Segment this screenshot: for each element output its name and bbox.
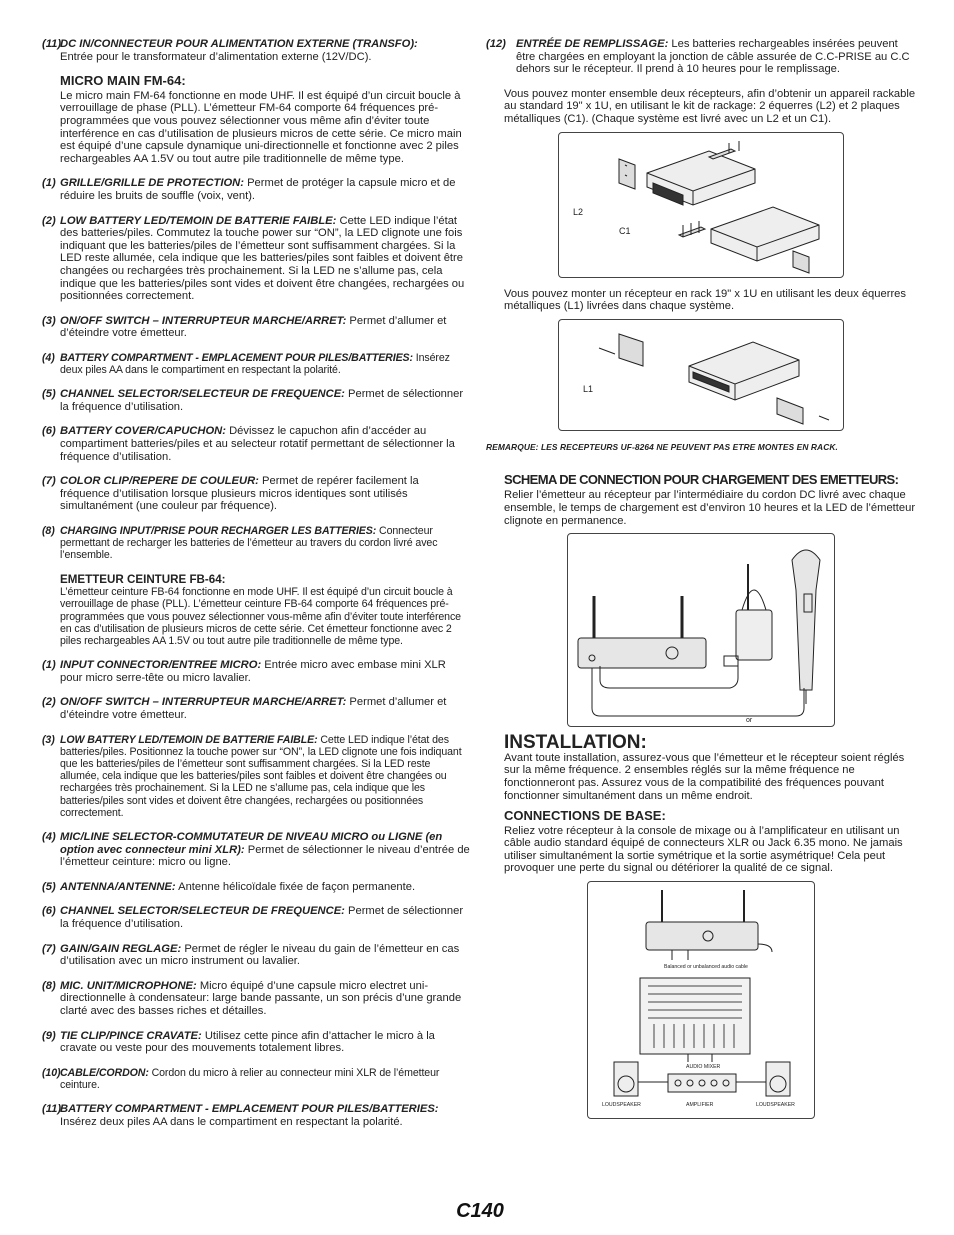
item-text: Permet d’allumer et d’éteindre votre émetteur.	[60, 314, 447, 340]
item-title: CABLE/CORDON:	[60, 1066, 149, 1079]
page-number	[450, 1197, 510, 1223]
item-text: Entrée micro avec embase mini XLR pour micro serre-tête ou micro lavalier.	[60, 659, 446, 684]
item-title: BATTERY COMPARTMENT - EMPLACEMENT POUR PILES/BATTERIES:	[60, 351, 413, 364]
item-title: COLOR CLIP/REPERE DE COULEUR:	[60, 475, 259, 488]
item-title: CHANNEL SELECTOR/SELECTEUR DE FREQUENCE:	[60, 905, 345, 918]
label-loudspeaker-right: LOUDSPEAKER	[756, 1102, 795, 1109]
fm64-heading: MICRO MAIN FM-64:	[60, 73, 186, 89]
item-number: (7)	[42, 942, 56, 955]
list-item	[42, 425, 470, 463]
item-dc-in	[42, 38, 470, 63]
item-title: ON/OFF SWITCH – INTERRUPTEUR MARCHE/ARRET:	[60, 314, 347, 327]
list-item	[42, 734, 470, 819]
item-number: (10)	[42, 1066, 61, 1079]
item-number: (5)	[42, 388, 56, 401]
connections-heading: CONNECTIONS DE BASE:	[504, 808, 666, 824]
item-text: Permet de sélectionner la fréquence d’utilisation.	[60, 905, 464, 931]
item-text: Cette LED indique l’état des batteries/piles. Commutez la touche power sur “ON”, la LED clignote une fois indiquant que les batteries/piles de l’émetteur sont suffisamment chargées. Si la LED reste allumée, cela indique que les batteries/piles sont faibles et doivent être changées ou rechargées très prochainement. Si la LED ne s’allume pas, cela indique que les batteries/piles sont vides et doivent être changées, rechargées ou positionnées correctement.	[60, 214, 465, 303]
item-number: (6)	[42, 905, 56, 918]
item-number: (2)	[42, 696, 56, 709]
right-column	[486, 38, 916, 1129]
list-item	[42, 980, 470, 1018]
item-text: Les batteries rechargeables insérées peuvent être chargées en employant la jonction de câble assurée de C.C-PRISE au C.C dehors sur le récepteur. Il prend à 10 heures pour le remplissage.	[516, 38, 910, 76]
label-audio-mixer: AUDIO MIXER	[686, 1064, 721, 1071]
item-number: (5)	[42, 880, 56, 893]
item-text: Insérez deux piles AA dans le compartiment en respectant la polarité.	[60, 1115, 403, 1128]
item-text: Utilisez cette pince afin d’attacher le micro à la cravate ou veste pour des mouvements totalement libres.	[60, 1029, 435, 1055]
left-column	[42, 38, 470, 1140]
fm64-item-list	[42, 177, 470, 561]
label-or: or	[746, 717, 753, 725]
item-refill-input	[486, 38, 916, 76]
item-text: Entrée pour le transformateur d’alimentation externe (12V/DC).	[60, 50, 372, 63]
fb64-heading: EMETTEUR CEINTURE FB-64:	[60, 572, 226, 586]
installation-text: Avant toute installation, assurez-vous que l’émetteur et le récepteur soient réglés sur la même fréquence. 2 ensembles réglés sur la même fréquence ne fonctionneront pas. Assurez vous de la compatibilité des fréquences pouvant fonctionner simultanément dans un même endroit.	[504, 751, 905, 802]
item-text: Permet de repérer facilement la fréquence d’utilisation lorsque plusieurs micros identiques sont utilisés simultanément (une couleur par fréquence).	[60, 475, 419, 513]
list-item	[42, 215, 470, 303]
basic-connections-figure	[587, 881, 815, 1119]
rack-remark: REMARQUE: LES RECEPTEURS UF-8264 NE PEUVENT PAS ETRE MONTES EN RACK.	[486, 441, 838, 452]
list-item	[42, 352, 470, 376]
item-text: Dévissez le capuchon afin d’accéder au compartiment batteries/piles et au selecteur rotatif permettant de sélectionner la fréquence d’utilisation.	[60, 425, 455, 463]
item-text: Permet de sélectionner la fréquence d’utilisation.	[60, 388, 464, 413]
item-title: ENTRÉE DE REMPLISSAGE:	[516, 38, 669, 50]
item-number: (7)	[42, 475, 56, 488]
item-number: (8)	[42, 525, 55, 538]
item-number: (3)	[42, 314, 56, 327]
list-item	[42, 1067, 470, 1091]
fb64-description: L’émetteur ceinture FB-64 fonctionne en mode UHF. Il est équipé d’un circuit boucle à verrouillage de phase (PLL). L’émetteur ceinture FB-64 comporte 64 fréquences pré-programmées que vous pouvez sélectionner vous-même afin d’éviter toute interférence en cas d’utilisation de plusieurs micros de cette série. Cet émetteur fonctionne avec 2 piles rechargeables AA 1.5V ou tout autre pile traditionnelle de même type.	[60, 586, 461, 648]
label-l2: L2	[573, 206, 584, 217]
label-l1: L1	[583, 383, 594, 394]
item-title: GAIN/GAIN REGLAGE:	[60, 942, 182, 955]
item-text: Connecteur permettant de recharger les batteries de l’émetteur au travers du cordon livré avec l’ensemble.	[60, 525, 438, 562]
item-title: DC IN/CONNECTEUR POUR ALIMENTATION EXTERNE (TRANSFO):	[60, 38, 418, 50]
item-text: Antenne hélicoïdale fixée de façon permanente.	[178, 880, 416, 893]
label-c1: C1	[619, 225, 631, 236]
item-title: LOW BATTERY LED/TEMOIN DE BATTERIE FAIBLE:	[60, 214, 337, 227]
rack-two-text: Vous pouvez monter ensemble deux récepteurs, afin d’obtenir un appareil rackable au standard 19" x 1U, en utilisant le kit de rackage: 2 équerres (L2) et 2 plaques métalliques (C1). (Chaque système est livré avec un L2 et un C1).	[504, 87, 916, 125]
item-title: ON/OFF SWITCH – INTERRUPTEUR MARCHE/ARRET:	[60, 696, 347, 709]
item-text: Permet d’allumer et d’éteindre votre émetteur.	[60, 696, 447, 722]
label-amplifier: AMPLIFIER	[686, 1102, 714, 1109]
rack-one-receiver-figure	[558, 319, 844, 431]
item-text: Cordon du micro à relier au connecteur mini XLR de l’émetteur ceinture.	[60, 1066, 440, 1091]
item-title: TIE CLIP/PINCE CRAVATE:	[60, 1029, 202, 1042]
charging-connection-figure	[567, 533, 835, 727]
item-title: BATTERY COVER/CAPUCHON:	[60, 425, 226, 438]
list-item	[42, 881, 470, 894]
item-title: LOW BATTERY LED/TEMOIN DE BATTERIE FAIBLE:	[60, 733, 318, 746]
fm64-description: Le micro main FM-64 fonctionne en mode UHF. Il est équipé d’un circuit boucle à verrouillage de phase (PLL). L’émetteur FM-64 comporte 64 fréquences pré-programmées que vous pouvez sélectionner vous même afin d’éviter toute interférence en cas d’utilisation de plusieurs micros de cette série. Ce micro main est équipé d’une capsule dynamique uni-directionnelle et fonctionne avec 2 piles rechargeables AA 1.5V ou tout autre pile traditionnelle de même type.	[60, 89, 462, 165]
list-item	[42, 1030, 470, 1055]
connections-text: Reliez votre récepteur à la console de mixage ou à l’amplificateur en utilisant un câble audio standard équipé de connecteurs XLR ou Jack 6.35 mono. Ne jamais utiliser simultanément la sortie symétrique et la sortie asymétrique! Cela peut provoquer une perte du signal ou détériorer la qualité de ce signal.	[504, 824, 903, 875]
list-item	[42, 177, 470, 202]
item-title: BATTERY COMPARTMENT - EMPLACEMENT POUR PILES/BATTERIES:	[60, 1103, 439, 1116]
item-text: Permet de sélectionner le niveau d’entrée de l’émetteur ceinture: micro ou ligne.	[60, 843, 470, 869]
item-title: CHANNEL SELECTOR/SELECTEUR DE FREQUENCE:	[60, 388, 345, 401]
item-text: Cette LED indique l’état des batteries/piles. Positionnez la touche power sur “ON”, la LED clignote une fois indiquant que les batteries/piles de l’émetteur sont suffisamment chargées. Si la LED reste allumée, cela indique que les batteries/piles sont faibles et doivent être changées ou rechargées très prochainement. Si la LED ne s’allume pas, cela indique que les batteries/piles sont vides et doivent être changées, rechargées ou positionnées correctement.	[60, 733, 462, 819]
item-text: Permet de protéger la capsule micro et de réduire les bruits de souffle (voix, vent).	[60, 177, 456, 202]
page-number-text: C140	[456, 1200, 504, 1222]
item-number: (4)	[42, 351, 55, 364]
item-number: (11)	[42, 1103, 62, 1116]
charging-schema-heading: SCHEMA DE CONNECTION POUR CHARGEMENT DES EMETTEURS:	[504, 472, 899, 488]
item-title: ANTENNA/ANTENNE:	[60, 880, 176, 893]
rack-kit-two-receivers-figure	[558, 132, 844, 278]
list-item	[42, 943, 470, 968]
list-item	[42, 905, 470, 930]
item-title: CHARGING INPUT/PRISE POUR RECHARGER LES BATTERIES:	[60, 525, 377, 538]
list-item	[42, 831, 470, 869]
list-item	[42, 1103, 470, 1128]
installation-heading: INSTALLATION:	[504, 732, 647, 754]
item-title: INPUT CONNECTOR/ENTREE MICRO:	[60, 659, 262, 672]
item-number: (2)	[42, 214, 56, 227]
item-number: (6)	[42, 425, 56, 438]
item-number: (4)	[42, 831, 56, 844]
item-title: MIC. UNIT/MICROPHONE:	[60, 979, 197, 992]
item-number: (11)	[42, 38, 62, 50]
item-number: (9)	[42, 1029, 56, 1042]
list-item	[42, 475, 470, 513]
list-item	[42, 659, 470, 684]
item-title: MIC/LINE SELECTOR-COMMUTATEUR DE NIVEAU MICRO ou LIGNE (en option avec connecteur mini XLR):	[60, 831, 443, 856]
item-number: (1)	[42, 659, 56, 672]
item-number: (1)	[42, 177, 56, 190]
item-title: GRILLE/GRILLE DE PROTECTION:	[60, 177, 244, 190]
charging-schema-text: Relier l’émetteur au récepteur par l’intermédiaire du cordon DC livré avec chaque ensemble, le temps de chargement est d’environ 10 heures et la LED de l’émetteur clignote en permanence.	[504, 489, 916, 527]
item-text: Permet de régler le niveau du gain de l’émetteur en cas d’utilisation avec un micro instrument ou lavalier.	[60, 942, 460, 968]
list-item	[42, 696, 470, 721]
item-number: (3)	[42, 733, 55, 746]
label-loudspeaker-left: LOUDSPEAKER	[602, 1102, 641, 1109]
label-audio-cable: Balanced or unbalanced audio cable	[664, 964, 748, 971]
fb64-item-list	[42, 659, 470, 1128]
item-text: Insérez deux piles AA dans le compartiment en respectant la polarité.	[60, 351, 450, 377]
item-number: (8)	[42, 979, 56, 992]
item-text: Micro équipé d’une capsule micro electret uni-directionnelle à condensateur: large bande passante, un son précis d’une grande clarté avec des basses riches et détailles.	[60, 979, 462, 1017]
list-item	[42, 525, 470, 562]
item-number: (12)	[486, 38, 506, 50]
list-item	[42, 315, 470, 340]
list-item	[42, 388, 470, 413]
rack-one-text: Vous pouvez monter un récepteur en rack 19" x 1U en utilisant les deux équerres métalliques (L1) livrées dans chaque système.	[504, 287, 906, 313]
